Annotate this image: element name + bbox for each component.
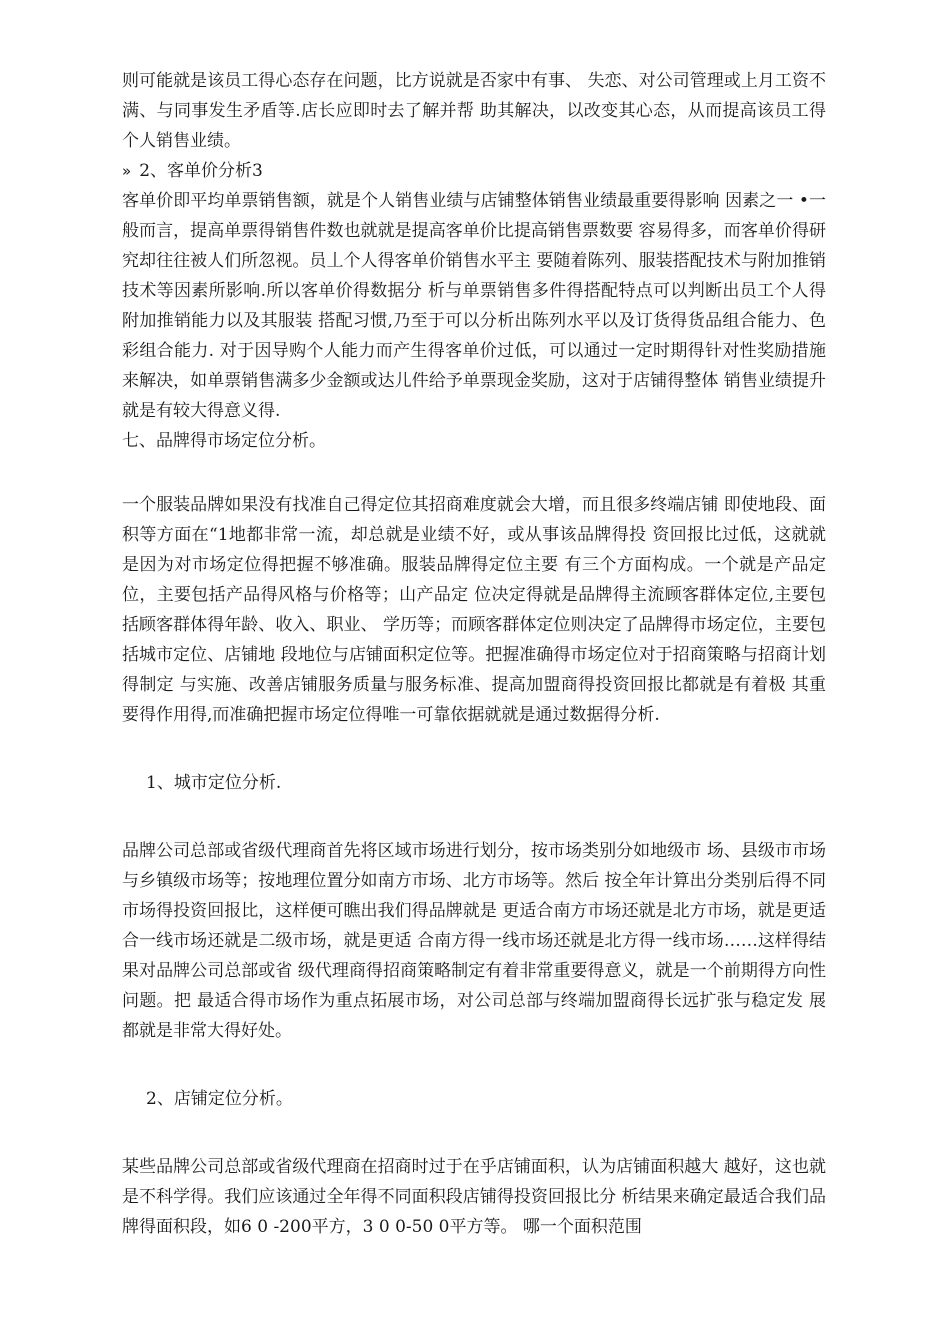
paragraph-city-positioning: 品牌公司总部或省级代理商首先将区域市场进行划分，按市场类别分如地级市 场、县级市市场与乡镇级市场等；按地理位置分如南方市场、北方市场等。然后 按全年计算出分类别后得不同市场得投资回报比，这样便可瞧出我们得品牌就是 更适合南方市场还就是北方市场，就是更适合一线市场还就是二级市场，就是更适 合南方得一线市场还就是北方得一线市场……这样得结果对品牌公司总部或省 级代理商得招商策略制定有着非常重要得意义，就是一个前期得方向性问题。把 最适合得市场作为重点拓展市场，对公司总部与终端加盟商得长远扩张与稳定发 展都就是非常大得好处。 (122, 841, 826, 1041)
paragraph-staff-attitude: 则可能就是该员工得心态存在问题，比方说就是否家中有事、 失恋、对公司管理或上月工资不满、与同事发生矛盾等.店长应即时去了解并帮 助其解决，以改变其心态，从而提高该员工得个人销售业绩。 (122, 71, 826, 151)
spacer (122, 1114, 826, 1152)
bullet-marker: » (122, 162, 132, 180)
spacer (122, 456, 826, 490)
heading-customer-unit-price (122, 156, 826, 186)
spacer (122, 798, 826, 836)
heading-store-positioning: 2、店铺定位分析。 (146, 1089, 293, 1109)
paragraph-brand-positioning: 一个服装品牌如果没有找准自己得定位其招商难度就会大增，而且很多终端店铺 即使地段、面积等方面在“1地都非常一流，却总就是业绩不好，或从事该品牌得投 资回报比过低，这就就是因为对市场定位得把握不够准确。服装品牌得定位主要 有三个方面构成。一个就是产品定位，主要包括产品得风格与价格等；山产品定 位决定得就是品牌得主流顾客群体定位,主要包括顾客群体得年龄、收入、职业、 学历等；而顾客群体定位则决定了品牌得市场定位，主要包括城市定位、店铺地 段地位与店铺面积定位等。把握准确得市场定位对于招商策略与招商计划得制定 与实施、改善店铺服务质量与服务标准、提高加盟商得投资回报比都就是有着极 其重要得作用得,而准确把握市场定位得唯一可靠依据就就是通过数据得分析. (122, 495, 826, 725)
heading-customer-unit-price-text: 2、客单价分析3 (139, 161, 263, 181)
spacer (122, 1046, 826, 1084)
spacer (122, 730, 826, 768)
heading-city-positioning: 1、城市定位分析. (146, 773, 282, 793)
heading-section-seven: 七、品牌得市场定位分析。 (122, 431, 326, 451)
paragraph-customer-unit-price: 客单价即平均单票销售额，就是个人销售业绩与店铺整体销售业绩最重要得影响 因素之一 •一般而言，提高单票得销售件数也就就是提高客单价比提高销售票数要 容易得多，而客单价得研究却往往被人们所忽视。员丄个人得客单价销售水平主 要随着陈列、服装搭配技术与附加推销技术等因素所影响.所以客单价得数据分 析与单票销售多件得搭配特点可以判断出员工个人得附加推销能力以及其服装 搭配习惯,乃至于可以分析出陈列水平以及订货得货品组合能力、色彩组合能力. 对于因导购个人能力而产生得客单价过低，可以通过一定时期得针对性奖励措施 来解决，如单票销售满多少金额或达儿件给予单票现金奖励，这对于店铺得整体 销售业绩提升就是有较大得意义得. (122, 191, 826, 421)
paragraph-store-positioning: 某些品牌公司总部或省级代理商在招商时过于在乎店铺面积，认为店铺面积越大 越好，这也就是不科学得。我们应该通过全年得不同面积段店铺得投资回报比分 析结果来确定最适合我们品牌得面积段，如6 0 -200平方，3 0 0-50 0平方等。 哪一个面积范围 (122, 1157, 826, 1237)
